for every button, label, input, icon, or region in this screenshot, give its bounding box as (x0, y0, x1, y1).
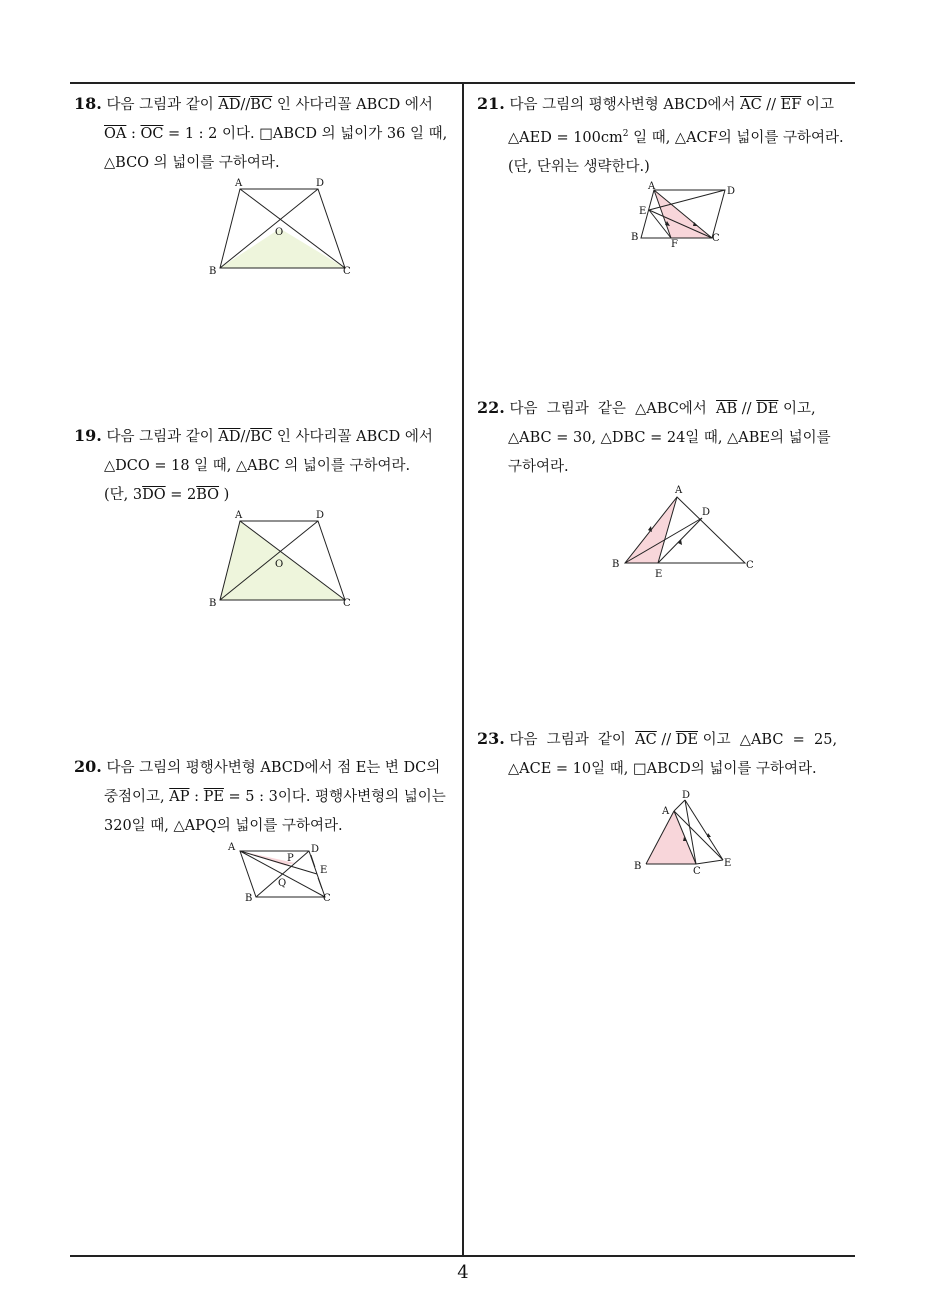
problem-23 (477, 724, 859, 784)
problem-20 (74, 752, 456, 841)
problem-21 (477, 89, 859, 182)
point-label-e: E (639, 206, 647, 217)
vertex-label-d: D (316, 178, 325, 189)
figure-22-triangle (605, 480, 765, 585)
problem-22-line-2: △ABC = 30, △DBC = 24일 때, △ABE의 넓이를 (508, 430, 831, 446)
problem-21-line-1: 21. 다음 그림의 평행사변형 ABCD에서 $\overline{AC} // \overline{EF}$ 이고 (477, 94, 834, 113)
problem-number: 18. (74, 94, 102, 113)
point-label-q: Q (278, 878, 287, 889)
vertex-label-c: C (343, 598, 351, 609)
vertex-label-b: B (209, 266, 217, 277)
problem-number: 23. (477, 729, 505, 748)
problem-18-line-1: 18. 다음 그림과 같이 $\overline{AD}//\overline{BC}$ 인 사다리꼴 ABCD 에서 (74, 94, 433, 113)
vertex-label-a: A (648, 181, 656, 192)
point-label-d: D (702, 507, 711, 518)
vertex-label-c: C (712, 233, 720, 244)
figure-21-parallelogram (628, 180, 743, 252)
vertex-label-b: B (631, 232, 639, 243)
vertex-label-o: O (275, 227, 284, 238)
problem-22-line-3: 구하여라. (508, 459, 569, 475)
vertex-label-b: B (245, 893, 253, 904)
problem-18-line-3: △BCO 의 넓이를 구하여라. (104, 155, 280, 171)
problem-20-line-3: 320일 때, △APQ의 넓이를 구하여라. (104, 818, 343, 834)
vertex-label-c: C (343, 266, 351, 277)
problem-22-line-1: 22. 다음 그림과 같은 △ABC에서 $\overline{AB} // \overline{DE}$ 이고, (477, 398, 816, 417)
point-label-f: F (671, 239, 678, 250)
vertex-label-c: C (746, 560, 754, 571)
vertex-label-d: D (311, 844, 320, 855)
problem-23-line-1: 23. 다음 그림과 같이 $\overline{AC} // \overline{DE}$ 이고 △ABC = 25, (477, 729, 838, 748)
problem-19-line-1: 19. 다음 그림과 같이 $\overline{AD}//\overline{BC}$ 인 사다리꼴 ABCD 에서 (74, 426, 433, 445)
vertex-label-a: A (235, 510, 243, 521)
point-label-e: E (655, 569, 663, 580)
problem-21-line-3: (단, 단위는 생략한다.) (508, 158, 650, 175)
problem-number: 19. (74, 426, 102, 445)
column-divider (462, 82, 464, 1256)
problem-number: 20. (74, 757, 102, 776)
vertex-label-a: A (235, 178, 243, 189)
vertex-label-b: B (634, 861, 642, 872)
vertex-label-b: B (209, 598, 217, 609)
problem-number: 21. (477, 94, 505, 113)
problem-19-line-3: (단, $3\overline{DO} = 2\overline{BO}$ ) (104, 487, 230, 503)
figure-20-parallelogram (225, 840, 340, 908)
vertex-label-c: C (323, 893, 331, 904)
figure-19-trapezoid (200, 510, 360, 610)
problem-22 (477, 393, 859, 482)
problem-23-line-2: △ACE = 10일 때, □ABCD의 넓이를 구하여라. (508, 761, 817, 777)
point-label-p: P (287, 853, 294, 864)
vertex-label-a: A (662, 806, 670, 817)
vertex-label-d: D (727, 186, 736, 197)
problem-20-line-2: 중점이고, $\overline{AP}$ : $\overline{PE} = 5$ : 3이다. 평행사변형의 넓이는 (104, 789, 446, 805)
point-label-e: E (320, 865, 328, 876)
problem-18-line-2: $\overline{OA}$ : $\overline{OC} = 1$ : 2 이다. □ABCD 의 넓이가 36 일 때, (104, 126, 448, 142)
problem-18 (74, 89, 456, 178)
page-number: 4 (457, 1262, 469, 1283)
vertex-label-o: O (275, 559, 284, 570)
vertex-label-d: D (682, 790, 691, 801)
vertex-label-b: B (612, 559, 620, 570)
figure-23-quadrilateral (628, 788, 748, 883)
problem-21-line-2: △AED = $100cm^2$ 일 때, △ACF의 넓이를 구하여라. (508, 129, 844, 146)
vertex-label-a: A (675, 485, 683, 496)
vertex-label-d: D (316, 510, 325, 521)
vertex-label-a: A (228, 842, 236, 853)
problem-19-line-2: △DCO = 18 일 때, △ABC 의 넓이를 구하여라. (104, 458, 411, 474)
figure-18-trapezoid (200, 178, 360, 278)
vertex-label-c: C (693, 866, 701, 877)
problem-19 (74, 421, 456, 510)
problem-number: 22. (477, 398, 505, 417)
point-label-e: E (724, 858, 732, 869)
problem-20-line-1: 20. 다음 그림의 평행사변형 ABCD에서 점 E는 변 DC의 (74, 757, 441, 776)
